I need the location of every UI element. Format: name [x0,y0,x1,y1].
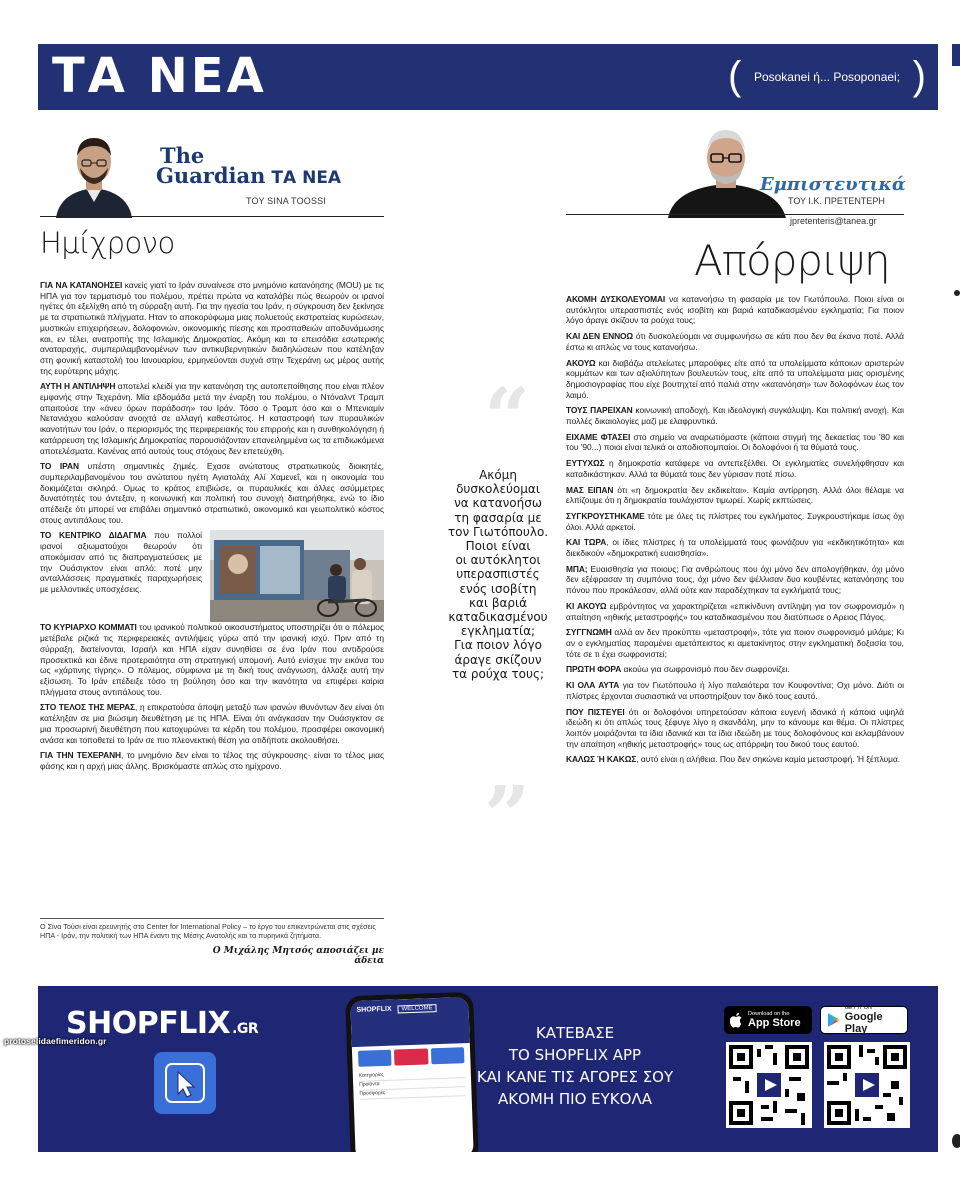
phone-app-header [350,997,470,1047]
google-play-small-label: GET IT ON [844,1005,873,1011]
google-play-text [845,1005,907,1035]
paragraph-lead: ΓΙΑ ΤΗΝ ΤΕΧΕΡΑΝΗ [40,750,121,761]
google-play-button[interactable] [820,1006,908,1034]
promo-tile [358,1050,392,1067]
pull-quote-line: Για ποιον λόγο [454,638,542,653]
divider-right [566,214,904,215]
author-portrait-pretenteris [664,122,790,218]
paragraph-lead: ΕΥΤΥΧΩΣ [566,458,605,469]
paragraph-lead: ΚΙ ΑΚΟΥΩ [566,600,607,611]
paragraph-text: Ευαισθησία για ποιους; Για ανθρώπους που όχι μόνο δεν απολογήθηκαν, όχι μόνο δεν εξέφρασαν τη συμπόνια τους, όχι μόνο δεν ψέλλισαν δυο κουβέντες κατανόησης του πόνου που προκάλεσαν, αλλά ούτε καν παραδέχτηκαν τα εγκλήματά τους; [566,563,904,596]
slogan-close-bracket: ) [912,54,926,98]
paragraph-lead: ΚΑΙ ΔΕΝ ΕΝΝΟΩ [566,331,634,342]
pull-quote [440,468,556,681]
app-store-large-label: App Store [748,1017,801,1029]
paragraph-text: κοινωνική αποδοχή. Και ιδεολογική συγκάλυψη. Και πολιτική ανοχή. Και πολλές δικαιολογίες μαζί με ελαφρυντικά. [566,405,905,427]
paragraph-lead: ΑΥΤΗ Η ΑΝΤΙΛΗΨΗ [40,381,116,392]
phone-mockup [345,992,479,1152]
pull-quote-line: τη φασαρία με [454,510,542,525]
quote-close-icon: ” [484,768,531,862]
app-store-button[interactable] [724,1006,812,1034]
paragraph-text: στο σημείο να αναρωτιόμαστε (κάποια στιγμή της δεκαετίας του '80 και του '90...) ποιοι είναι τελικά οι αποδιοπομπαίοι. Οι δολοφόνοι ή τα θύματά τους. [566,431,904,453]
article-paragraph [566,485,904,506]
paragraph-text: κανείς γιατί το Ιράν συναίνεσε στο μνημόνιο κατανόησης (MOU) με τις ΗΠΑ για τον τερματισμό του πολέμου, πρέπει πρώτα να καταλάβει πώς θεωρούν οι ιρανοί ηγέτες ότι εξελίχθη από τη σύρραξη αυτή. Για την ηγεσία του Ιράν, η σύγκρουση δεν ξεκίνησε με τα στρατιωτικά πλήγματα. Ηταν το αποκορύφωμα μιας πολυετούς εκστρατείας κυρώσεων, μυστικών επιχειρήσεων, δολοφονιών, οικονομικής πίεσης και προσπαθειών αποδυνάμωσης και, εν τέλει, ανατροπής της Ισλαμικής Δημοκρατίας. Ακόμη και τα επεισόδια εσωτερικής αναταραχής, συμπεριλαμβανομένων των αντικυβερνητικών διαδηλώσεων που κατέληξαν στη φονική καταστολή του Ιανουαρίου, ερμηνεύονται συχνά στην Τεχεράνη ως μέρος αυτής της ευρύτερης μάχης. [40,280,384,376]
slogan-text: Posokanei ή... Posoponaei; [753,70,901,84]
paragraph-text: να κατανοήσω τη φασαρία με τον Γιωτόπουλο. Ποιοι είναι οι αυτόκλητοι υπερασπιστές ενός ισοβίτη και βαριά καταδικασμένου εγκληματία; Για ποιον λόγο άραγε σκίζουν τα ρούχα τους; [566,294,905,326]
pull-quote-line: τα ρούχα τους; [451,666,545,681]
article-paragraph [40,750,384,771]
pull-quote-line: Ποιοι είναι [465,539,531,554]
promo-tile [431,1047,465,1064]
qr-code-android[interactable] [824,1042,910,1128]
pull-quote-line: υπερασπιστές [456,567,540,582]
promo-tile [394,1048,428,1065]
masthead-title: ΤΑ ΝΕΑ [52,48,267,104]
divider-left [40,216,384,217]
article-paragraph [40,461,384,525]
article-left-body [40,280,384,777]
article-paragraph [566,511,904,532]
column-label-confidential: Εμπιστευτικά [760,174,906,195]
article-paragraph [566,405,904,426]
quote-open-icon: “ [484,370,531,464]
paragraph-text: εμβρόντητος να χαρακτηρίζεται «επικίνδυνη αντίληψη για τον σωφρονισμό» η απαίτηση «ηθικής μεταστροφής» του καταδικασμένου που διατύπωσε ο Αρειος Πάγος. [566,600,904,622]
masthead-banner [38,44,938,110]
phone-list-row: Προσφορές [359,1087,465,1100]
app-store-small-label: Download on the [748,1011,790,1017]
phone-screen [350,997,474,1152]
article-paragraph [566,294,904,326]
phone-list [353,1067,472,1102]
paragraph-lead: ΤΟ ΚΕΝΤΡΙΚΟ ΔΙΔΑΓΜΑ [40,530,147,541]
article-paragraph [40,622,384,697]
author-endnote: Ο Σίνα Τούσι είναι ερευνητής στο Center for International Policy – το έργο του επικεντρώνεται στις σχέσεις ΗΠΑ - Ιράν, την πολιτική των ΗΠΑ έναντι της Μέσης Ανατολής και τα πυρηνικά ζητήματα. [40,918,384,940]
headline-right: Απόρριψη [694,236,890,285]
article-paragraph [40,381,384,456]
byline-left: ΤΟΥ SINA TOOSSI [246,196,327,206]
byline-right: ΤΟΥ Ι.Κ. ΠΡΕΤΕΝΤΕΡΗ [788,196,885,206]
slogan-open-bracket: ( [728,54,742,98]
scan-mark [954,290,960,296]
paragraph-text: αλλά αν δεν προκύπτει «μεταστροφή», τότε για ποιον σωφρονισμό μιλάμε; Κι αν ο εγκληματίας παραμένει αμετάπειστος κι αμετακίνητος στην εγκληματική δοξασία του, τότε σε τι έχει σωφρονιστεί; [566,627,904,659]
article-paragraph [566,680,904,701]
article-paragraph [40,702,384,745]
pull-quote-line: ενός ισοβίτη [459,581,537,596]
pull-quote-line: Ακόμη [479,468,517,482]
paragraph-lead: ΑΚΟΜΗ ΔΥΣΚΟΛΕΥΟΜΑΙ [566,294,666,304]
article-paragraph [566,664,904,675]
cursor-icon [154,1052,216,1114]
paragraph-text: η δημοκρατία κατάφερε να αντεπεξέλθει. Οι εγκληματίες συνελήφθησαν και καταδικάστηκαν. Αλλά τα θύματά τους δεν γύρισαν ποτέ πίσω. [566,458,904,479]
app-store-text [748,1011,801,1029]
paragraph-lead: ΓΙΑ ΝΑ ΚΑΤΑΝΟΗΣΕΙ [40,280,123,290]
paragraph-text: που πολλοί ιρανοί αξιωματούχοι θεωρούν ότι αποκόμισαν από τις διαπραγματεύσεις με την Ουάσιγκτον είναι απλό: ποτέ μην ανταλλάσσεις πραγματικές παραχωρήσεις με μελλοντικές υποσχέσεις. [40,530,202,594]
article-right-body [566,294,904,770]
paragraph-lead: ΠΟΥ ΠΙΣΤΕΥΕΙ [566,706,625,717]
pull-quote-line: δυσκολεύομαι [456,482,540,497]
scan-mark [952,1134,960,1148]
ad-call-to-action [470,1022,680,1110]
article-paragraph [566,432,904,453]
headline-left: Ημίχρονο [40,226,175,260]
source-watermark: protoselidaefimeridon.gr [4,1036,107,1046]
pull-quote-line: άραγε σκίζουν [454,652,542,667]
paragraph-text: του ιρανικού πολιτικού οικοσυστήματος υποστηρίζει ότι ο πόλεμος μετέβαλε ριζικά τις περιφερειακές αντιλήψεις γύρω από την ιρανική ισχύ. Πριν από τη σύρραξη, διατείνονται, Ισραήλ και ΗΠΑ είχαν συνηθίσει σε ένα Ιράν που αντιδρούσε προσεκτικά και έδινε προτεραιότητα στη στρατηγική υπομονή. Αυτό ενίσχυε την εικόνα του ως «χάρτινης τίγρης». Ο πόλεμος, σύμφωνα με τη δική τους ανάγνωση, άλλαξε αυτή την εξίσωση. Το Ιράν επέδειξε τόσο τη βούληση όσο και την ικανότητα να επιφέρει καίρια πλήγματα στους αντιπάλους του. [40,622,384,697]
phone-list-row: Κατηγορίες [359,1069,465,1082]
article-paragraph [566,331,904,352]
article-paragraph [566,358,904,401]
article-paragraph [566,458,904,479]
paragraph-text: υπέστη σημαντικές ζημιές. Εχασε ανώτατους στρατιωτικούς διοικητές, συμπεριλαμβανομένου του ανώτατου ηγέτη Αγιατολάχ Αλί Χαμενεΐ, και η οικονομία του δοκιμάζεται σκληρά. Ομως το κράτος επιβιώσε, οι πυραυλικές και άλλες ασύμμετρες δυνατότητές του άντεξαν, η κοινωνική και πολιτική του συνοχή διατηρήθηκε, ενώ το ίδιο απέδειξε ότι μπορεί να επιβάλει σημαντικό στρατιωτικό, οικονομικό και γεωπολιτικό κόστος στους αντιπάλους του. [40,461,384,525]
article-paragraph [566,707,904,750]
article-paragraph [566,537,904,558]
article-paragraph [566,601,904,622]
shopflix-brand-suffix: .GR [232,1021,259,1037]
paragraph-lead: ΚΙ ΟΛΑ ΑΥΤΑ [566,680,620,691]
pull-quote-line: τον Γιωτόπουλο. [447,524,549,539]
article-paragraph [566,754,904,765]
paragraph-text: και διαβάζω ατελείωτες μπαρούφες είτε από τα υπολείμματα κάποιων αριστερών κομμάτων και των αξιολύπητων βουλευτών τους, είτε από τα υπολείμματα μιας ορισμένης δημοσιογραφίας που είχε βουτηχτεί από παλιά στην «κατανόηση» των δολοφόνων έως τον λαιμό. [566,357,904,400]
paragraph-lead: ΠΡΩΤΗ ΦΟΡΑ [566,664,622,675]
paragraph-lead: ΚΑΛΩΣ Ή ΚΑΚΩΣ [566,754,637,765]
cta-line: ΑΚΟΜΗ ΠΙΟ ΕΥΚΟΛΑ [498,1090,652,1108]
paragraph-with-photo [40,530,384,622]
paragraph-lead: ΕΙΧΑΜΕ ΦΤΑΣΕΙ [566,431,631,442]
guardian-partner-label: ΤΑ ΝΕΑ [271,168,342,188]
paragraph-text: ότι οι δολοφόνοι υπηρετούσαν κάποια ευγενή ιδανικά ή κάποια υψηλά ιδεώδη κι ότι απλώς τους ξέφυγε λίγο η σκανδάλη, μην το κάνουμε και θέμα. Οι πλίστρες λοιπόν μοιράζονται τα ίδια ιδανικά και τα ίδια ιδεώδη με τους δολοφόνους και εκλαμβάνουν την απαίτηση «ηθικής μεταστροφής» τους ως απόρριψη του δικού τους εαυτού. [566,706,904,749]
page-edge-marker [952,44,960,66]
article-paragraph [40,280,384,376]
guardian-logo [156,143,342,188]
author-portrait-toossi [46,122,142,218]
guardian-logo-line1: The [160,143,205,168]
translator-note: Ο Μιχάλης Μητσός αποσιάζει με άδεια [212,946,384,966]
apple-icon [730,1012,744,1028]
paragraph-text: αποτελεί κλειδί για την κατανόηση της αυτοπεποίθησης που είναι πλέον εμφανής στην Τεχεράνη. Μία εβδομάδα μετά την έναρξη του πολέμου, ο Ντόναλντ Τραμπ απαιτούσε την «άνευ όρων παράδοση» του Ιράν. Τόσο ο Τραμπ όσο και ο Μπενιαμίν Νετανιάχου καλούσαν ανοιχτά σε αλλαγή καθεστώτος. Η καταστροφή των πυραυλικών ικανοτήτων του Ιράν, ο περιορισμός της περιφερειακής του επιρροής και η συνθηκολόγηση ή κατάρρευση της Ισλαμικής Δημοκρατίας παρουσιάζονταν επανειλημμένα ως τα επιδιωκόμενα αποτελέσματα. Κανένας από αυτούς τους στόχους δεν επετεύχθη. [40,381,384,456]
google-play-large-label: Google Play [844,1011,883,1035]
cta-line: ΚΑΤΕΒΑΣΕ [535,1024,615,1042]
article-paragraph [566,627,904,659]
pull-quote-line: οι αυτόκλητοι [455,553,541,568]
qr-code-ios[interactable] [726,1042,812,1128]
paragraph-lead: ΑΚΟΥΩ [566,357,596,368]
paragraph-lead: ΤΟΥΣ ΠΑΡΕΙΧΑΝ [566,405,633,416]
shopflix-brand-name: SHOPFLIX [66,1006,231,1041]
pull-quote-line: να κατανοήσω [454,496,542,511]
paragraph-lead: ΣΥΓΓΝΩΜΗ [566,627,612,638]
paragraph-lead: ΣΥΓΚΡΟΥΣΤΗΚΑΜΕ [566,510,645,521]
phone-list-row: Προϊόντα [359,1078,465,1091]
google-play-icon [827,1012,841,1028]
phone-welcome-tag: WELCOME [397,1004,436,1013]
paragraph-lead: ΣΤΟ ΤΕΛΟΣ ΤΗΣ ΜΕΡΑΣ [40,702,135,713]
shopflix-advertisement[interactable] [38,986,938,1152]
paragraph-text: τότε με όλες τις πλίστρες του εγκλήματος. Συγκρουστήκαμε ίσως όχι όλοι. Αλλά αρκετοί. [566,510,904,532]
phone-app-logo: SHOPFLIX [356,1005,392,1014]
paragraph-text: για τον Γιωτόπουλο ή λίγο παλαιότερα τον Κουφοντίνα; Οχι μόνο. Διότι οι πλίστρες έρχονται συσιαστικά να υποστηρίξουν τον δικό τους εαυτό. [566,680,904,701]
paragraph-lead: ΜΑΣ ΕΙΠΑΝ [566,484,614,495]
author-email[interactable]: jpretenteris@tanea.gr [790,216,877,226]
paragraph-text: ακούω για σωφρονισμό που δεν σωφρονίζει. [621,664,790,675]
paragraph-text: , η επικρατούσα άποψη μεταξύ των ιρανών ιθυνόντων δεν είναι ότι κατέληξαν σε μια βιώσιμη διευθέτηση με τις ΗΠΑ. Είναι ότι ανάγκασαν την Ουάσιγκτον σε μια προσωρινή διευθέτηση που κατοχυρώνει τα κέρδη του πολέμου, προσφέρει οικονομική ανάσα και τοποθετεί το Ιράν σε πιο πλεονεκτική θέση για οτιδήποτε ακολουθήσει. [40,702,384,745]
paragraph-lead: ΚΑΙ ΤΩΡΑ [566,537,607,548]
guardian-logo-line2: Guardian [156,163,266,188]
paragraph-lead: ΤΟ ΚΥΡΙΑΡΧΟ ΚΟΜΜΑΤΙ [40,622,137,633]
cta-line: ΚΑΙ ΚΑΝΕ ΤΙΣ ΑΓΟΡΕΣ ΣΟΥ [476,1068,674,1086]
pull-quote-line: εγκληματία; [460,624,536,639]
article-paragraph [40,530,202,617]
cta-line: ΤΟ SHOPFLIX APP [508,1046,642,1064]
paragraph-lead: ΤΟ ΙΡΑΝ [40,461,79,472]
article-paragraph [566,564,904,596]
pull-quote-line: και βαριά [468,595,527,610]
paragraph-text: , οι ίδιες πλίστρες ή τα υπολείμματά τους φωνάζουν για «εκδικητικότητα» και διεκδικούν «δημοκρατική ευαισθησία». [566,537,905,559]
paragraph-text: ότι δυσκολεύομαι να συμφωνήσω σε κάτι που δεν θα έκανα ποτέ. Αλλά έστω κι απλώς να τους κατανοήσω. [566,331,904,352]
pull-quote-line: καταδικασμένου [448,610,548,625]
masthead-slogan [728,54,926,98]
paragraph-text: , το μνημόνιο δεν είναι το τέλος της σύγκρουσης· είναι το τέλος μιας φάσης και η αρχή μιας άλλης. Βρισκόμαστε απλώς στο ημίχρονο. [40,750,384,771]
paragraph-text: , αυτό είναι η αλήθεια. Που δεν σηκώνει καμία μεταστροφή. Ή ξέπλυμα. [636,754,901,765]
tehran-street-photo [210,530,384,622]
paragraph-text: ότι «η δημοκρατία δεν εκδικείται». Καμία αντίρρηση. Αλλά όλοι θέλαμε να ελπίζουμε ότι η δημοκρατία τουλάχιστον τιμωρεί. Χωρίς εκπτώσεις. [566,484,904,506]
paragraph-lead: ΜΠΑ; [566,563,588,574]
